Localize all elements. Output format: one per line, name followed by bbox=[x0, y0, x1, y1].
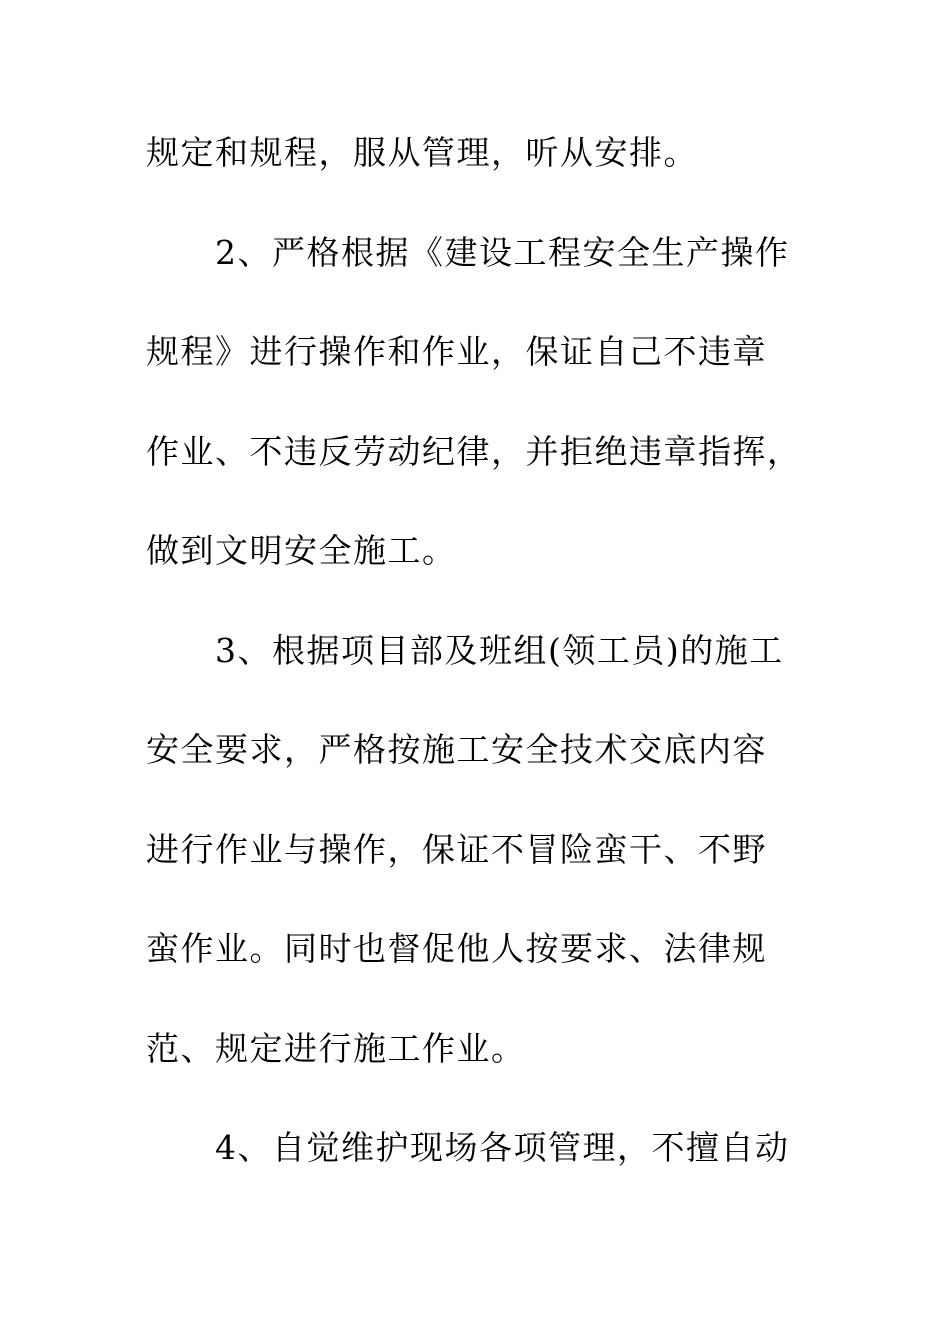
text-line: 做到文明安全施工。 bbox=[146, 531, 457, 570]
text-line: 3、根据项目部及班组(领工员)的施工 bbox=[146, 630, 784, 670]
text-line: 4、自觉维护现场各项管理，不擅自动 bbox=[146, 1128, 790, 1167]
text-line: 规定和规程，服从管理，听从安排。 bbox=[146, 133, 698, 172]
text-line: 进行作业与操作，保证不冒险蛮干、不野 bbox=[146, 829, 767, 869]
text-line: 规程》进行操作和作业，保证自己不违章 bbox=[146, 332, 767, 371]
body-text bbox=[146, 120, 806, 1215]
text-line: 2、严格根据《建设工程安全生产操作 bbox=[146, 232, 790, 272]
text-line: 安全要求，严格按施工安全技术交底内容 bbox=[146, 730, 767, 769]
text-line: 作业、不违反劳动纪律，并拒绝违章指挥， bbox=[146, 431, 802, 471]
text-line: 范、规定进行施工作业。 bbox=[146, 1028, 526, 1068]
text-line: 蛮作业。同时也督促他人按要求、法律规 bbox=[146, 929, 767, 968]
